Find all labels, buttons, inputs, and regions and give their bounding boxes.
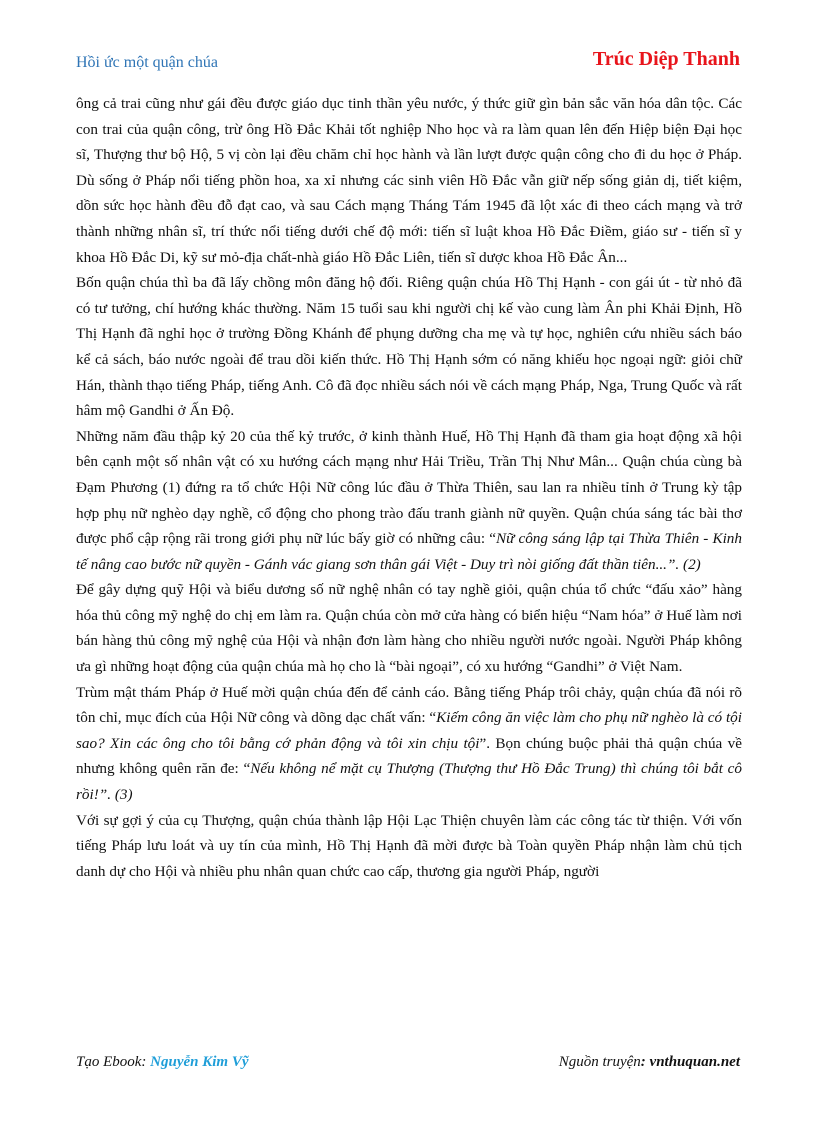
paragraph-5 [76,680,742,808]
paragraph-5-text-1: Trùm mật thám Pháp ở Huế mời quận chúa đến để cảnh cáo. Bằng tiếng Pháp trôi chảy, quận chúa đã nói rõ tôn chỉ, mục đích của Hội Nữ công và dõng dạc chất vấn: “ [76,683,742,727]
paragraph-3 [76,424,742,578]
source-separator: : [640,1054,650,1070]
source-site[interactable]: vnthuquan.net [649,1054,740,1070]
poem-quote: Nữ công sáng lập tại Thừa Thiên - Kinh tế nâng cao bước nữ quyền - Gánh vác giang sơn thân gái Việt - Duy trì nòi giống đất thần tiên...”. (2) [76,530,742,573]
paragraph-5-text-2: ”. Bọn chúng buộc phải thả quận chúa về nhưng không quên răn đe: “ [76,734,742,778]
ebook-label: Tạo Ebook [76,1054,142,1070]
paragraph-1: ông cả trai cũng như gái đều được giáo dục tinh thần yêu nước, ý thức giữ gìn bản sắc văn hóa dân tộc. Các con trai của quận công, trừ ông Hồ Đắc Khải tốt nghiệp Nho học và ra làm quan lên đến Hiệp biện Đại học sĩ, Thượng thư bộ Hộ, 5 vị còn lại đều chăm chỉ học hành và lần lượt được quận công cho đi du học ở Pháp. Dù sống ở Pháp nổi tiếng phồn hoa, xa xỉ nhưng các sinh viên Hồ Đắc vẫn giữ nếp sống giản dị, tiết kiệm, dồn sức học hành đều đỗ đạt cao, và sau Cách mạng Tháng Tám 1945 đã lột xác đi theo cách mạng và trở thành những nhân sĩ, trí thức nổi tiếng dưới chế độ mới: tiến sĩ luật khoa Hồ Đắc Điềm, giáo sư - tiến sĩ y khoa Hồ Đắc Di, kỹ sư mỏ-địa chất-nhà giáo Hồ Đắc Liên, tiến sĩ dược khoa Hồ Đắc Ân... [76,95,742,266]
paragraph-2: Bốn quận chúa thì ba đã lấy chồng môn đăng hộ đối. Riêng quận chúa Hồ Thị Hạnh - con gái út - từ nhỏ đã có tư tưởng, chí hướng khác thường. Năm 15 tuổi sau khi người chị kế vào cung làm Ân phi Khải Định, Hồ Thị Hạnh đã nghỉ học ở trường Đồng Khánh để phụng dưỡng cha mẹ và tự học, nghiên cứu nhiều sách báo kể cả sách, báo nước ngoài để trau dồi kiến thức. Hồ Thị Hạnh sớm có năng khiếu học ngoại ngữ: giỏi chữ Hán, thành thạo tiếng Pháp, tiếng Anh. Cô đã đọc nhiều sách nói về cách mạng Pháp, Nga, Trung Quốc và rất hâm mộ Gandhi ở Ấn Độ. [76,274,742,420]
quote-2: Nếu không nể mặt cụ Thượng (Thượng thư Hồ Đắc Trung) thì chúng tôi bắt cô rồi!”. (3) [76,760,742,804]
ebook-creator-name: Nguyễn Kim Vỹ [150,1054,249,1070]
source-credit [559,1054,740,1071]
author-name: Trúc Diệp Thanh [592,48,740,70]
body-text [76,91,742,884]
book-title: Hồi ức một quận chúa [76,54,218,71]
ebook-separator: : [141,1054,151,1070]
paragraph-3-text: Những năm đầu thập kỷ 20 của thế kỷ trước, ở kinh thành Huế, Hồ Thị Hạnh đã tham gia hoạt động xã hội bên cạnh một số nhân vật có xu hướng cách mạng như Hải Triều, Trần Thị Như Mân... Quận chúa cùng bà Đạm Phương (1) đứng ra tổ chức Hội Nữ công lúc đầu ở Thừa Thiên, sau lan ra nhiều tỉnh ở Trung kỳ tập hợp phụ nữ nghèo dạy nghề, cổ động cho phong trào đấu tranh giành nữ quyền. Quận chúa sáng tác bài thơ được phổ cập rộng rãi trong giới phụ nữ lúc bấy giờ có những câu: “ [76,427,742,548]
page-footer [76,1054,740,1078]
quote-1: Kiếm công ăn việc làm cho phụ nữ nghèo là có tội sao? Xin các ông cho tôi bằng cớ phản động và tôi xin chịu tội [76,709,742,752]
paragraph-6: Với sự gợi ý của cụ Thượng, quận chúa thành lập Hội Lạc Thiện chuyên làm các công tác từ thiện. Với vốn tiếng Pháp lưu loát và uy tín của mình, Hồ Thị Hạnh đã mời được bà Toàn quyền Pháp nhận làm chủ tịch danh dự cho Hội và nhiều phu nhân quan chức cao cấp, thương gia người Pháp, người [76,811,742,880]
paragraph-4: Để gây dựng quỹ Hội và biểu dương số nữ nghệ nhân có tay nghề giỏi, quận chúa tổ chức “đấu xảo” hàng hóa thủ công mỹ nghệ do chị em làm ra. Quận chúa còn mở cửa hàng có biển hiệu “Nam hóa” ở Huế làm nơi bán hàng thủ công mỹ nghệ của Hội và nhận đơn làm hàng cho nhiều người nước ngoài. Người Pháp không ưa gì những hoạt động của quận chúa mà họ cho là “bài ngoại”, có xu hướng “Gandhi” ở Việt Nam. [76,581,742,676]
page-header [76,48,740,78]
source-label: Nguồn truyện [558,1054,641,1070]
ebook-credit [76,1054,249,1071]
